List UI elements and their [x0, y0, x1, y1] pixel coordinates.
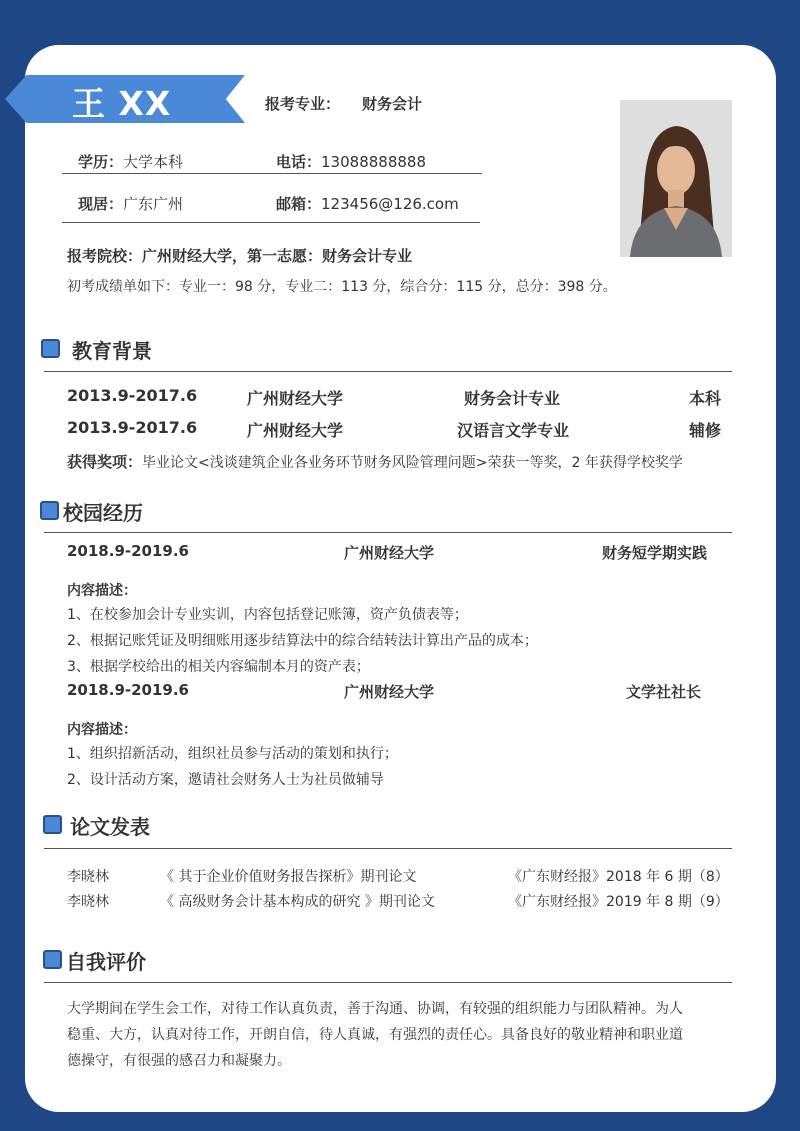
apply-major-value: 财务会计	[362, 95, 423, 113]
divider	[62, 173, 482, 174]
self-eval-line: 德操守，有很强的感召力和凝聚力。	[67, 1053, 291, 1069]
section-title-campus: 校园经历	[63, 501, 143, 525]
list-item: 3、根据学校给出的相关内容编制本月的资产表；	[67, 659, 370, 675]
exam-scores: 初考成绩单如下：专业一：98 分，专业二：113 分，综合分：115 分，总分：398 分。	[67, 279, 617, 295]
paper-author: 李晓林	[67, 869, 109, 885]
education-value: 大学本科	[123, 153, 184, 171]
awards-label: 获得奖项：	[67, 453, 143, 471]
paper-title: 《 高级财务会计基本构成的研究 》期刊论文	[160, 894, 435, 910]
target-school: 报考院校：广州财经大学，第一志愿：财务会计专业	[67, 247, 413, 265]
desc-label: 内容描述：	[67, 583, 137, 599]
email-value: 123456@126.com	[321, 195, 459, 213]
edu-school: 广州财经大学	[247, 421, 344, 440]
square-marker-icon	[43, 815, 62, 834]
residence-field	[78, 193, 183, 214]
phone-value: 13088888888	[321, 153, 426, 171]
edu-period: 2013.9-2017.6	[67, 386, 198, 405]
section-title-papers: 论文发表	[70, 815, 150, 839]
paper-title: 《 其于企业价值财务报告探析》期刊论文	[160, 869, 417, 885]
campus-org: 广州财经大学	[344, 683, 435, 701]
education-field	[78, 151, 183, 172]
self-eval-line: 稳重、大方，认真对待工作，开朗自信，待人真诚，有强烈的责任心。具备良好的敬业精神和职业道	[67, 1027, 683, 1043]
phone-field	[276, 151, 426, 172]
section-title-education: 教育背景	[72, 339, 152, 363]
edu-period: 2013.9-2017.6	[67, 418, 198, 437]
awards-text: 毕业论文<浅谈建筑企业各业务环节财务风险管理问题>荣获一等奖，2 年获得学校奖学	[142, 455, 683, 471]
email-field	[276, 193, 459, 214]
square-marker-icon	[40, 501, 59, 520]
edu-school: 广州财经大学	[247, 389, 344, 408]
campus-role: 财务短学期实践	[602, 544, 708, 562]
phone-label: 电话：	[276, 153, 322, 171]
edu-degree: 辅修	[689, 421, 722, 440]
section-divider	[44, 982, 732, 983]
campus-period: 2018.9-2019.6	[67, 681, 189, 699]
section-divider	[44, 532, 732, 533]
square-marker-icon	[41, 339, 60, 358]
candidate-name: 王 XX	[72, 84, 172, 123]
campus-role: 文学社社长	[626, 683, 702, 701]
section-divider	[44, 371, 732, 372]
campus-org: 广州财经大学	[344, 544, 435, 562]
section-divider	[44, 848, 732, 849]
email-label: 邮箱：	[276, 195, 322, 213]
list-item: 1、在校参加会计专业实训，内容包括登记账簿，资产负债表等；	[67, 607, 468, 623]
self-eval-line: 大学期间在学生会工作，对待工作认真负责，善于沟通、协调，有较强的组织能力与团队精神。为人	[67, 1001, 683, 1017]
edu-degree: 本科	[689, 389, 722, 408]
list-item: 2、设计活动方案，邀请社会财务人士为社员做辅导	[67, 772, 384, 788]
education-label: 学历：	[78, 153, 124, 171]
campus-period: 2018.9-2019.6	[67, 542, 189, 560]
edu-major: 财务会计专业	[464, 389, 561, 408]
paper-journal: 《广东财经报》2019 年 8 期（9）	[508, 894, 729, 910]
section-title-self-eval: 自我评价	[66, 950, 146, 974]
square-marker-icon	[43, 950, 62, 969]
residence-value: 广东广州	[123, 195, 184, 213]
portrait-photo	[620, 100, 732, 257]
divider	[62, 222, 480, 223]
list-item: 2、根据记账凭证及明细账用逐步结算法中的综合结转法计算出产品的成本；	[67, 633, 538, 649]
paper-author: 李晓林	[67, 894, 109, 910]
apply-major-label: 报考专业：	[265, 95, 341, 113]
desc-label: 内容描述：	[67, 722, 137, 738]
awards	[67, 451, 683, 472]
edu-major: 汉语言文学专业	[457, 421, 570, 440]
residence-label: 现居：	[78, 195, 124, 213]
list-item: 1、组织招新活动，组织社员参与活动的策划和执行；	[67, 746, 398, 762]
paper-journal: 《广东财经报》2018 年 6 期（8）	[508, 869, 729, 885]
